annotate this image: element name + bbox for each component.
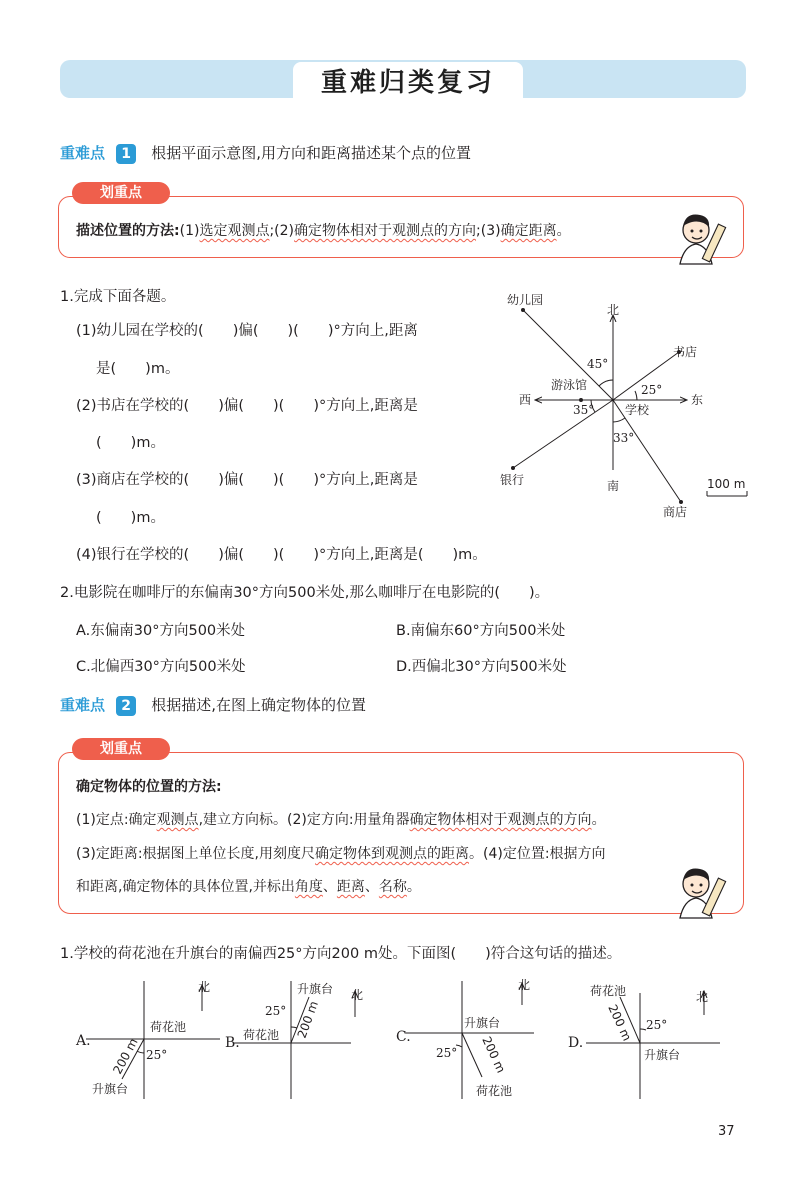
svg-text:荷花池: 荷花池 [150, 1020, 187, 1034]
west-label: 西 [519, 393, 532, 407]
svg-text:25°: 25° [436, 1046, 458, 1060]
question-1-part-3: (3)商店在学校的( )偏( )( )°方向上,距离是 [76, 472, 418, 488]
option-d-label: D. [568, 1035, 584, 1051]
key-point-heading-2: 确定物体的位置的方法: [76, 779, 222, 795]
kindergarten-label: 幼儿园 [507, 293, 544, 307]
question-1-stem: 1.完成下面各题。 [60, 289, 176, 305]
option-d: D.西偏北30°方向500米处 [396, 659, 567, 675]
svg-text:荷花池: 荷花池 [243, 1028, 280, 1042]
key-point-line-2: (3)定距离:根据图上单位长度,用刻度尺确定物体到观测点的距离。(4)定位置:根据方向 [76, 846, 606, 862]
svg-text:北: 北 [198, 980, 211, 994]
cartoon-boy-icon [670, 208, 736, 268]
question-2-stem: 2.电影院在咖啡厅的东偏南30°方向500米处,那么咖啡厅在电影院的( )。 [60, 585, 550, 601]
section-number: 1 [116, 144, 136, 164]
section-number: 2 [116, 696, 136, 716]
option-c: C.北偏西30°方向500米处 [76, 659, 246, 675]
east-label: 东 [691, 393, 704, 407]
scale-label: 100 m [707, 477, 746, 491]
svg-text:200 m: 200 m [479, 1034, 509, 1076]
angle-arc-45 [599, 380, 613, 386]
pool-label: 游泳馆 [551, 378, 588, 392]
bookstore-label: 书店 [673, 345, 698, 359]
bank-point [511, 466, 515, 470]
question-1-part-3b: ( )m。 [96, 510, 165, 526]
svg-text:荷花池: 荷花池 [590, 984, 627, 998]
svg-text:北: 北 [696, 990, 709, 1004]
page-title: 重难归类复习 [293, 62, 523, 104]
section-title: 根据描述,在图上确定物体的位置 [151, 696, 366, 714]
option-b: B.南偏东60°方向500米处 [396, 623, 566, 639]
svg-text:200 m: 200 m [605, 1002, 635, 1044]
section-2-header [60, 694, 366, 716]
figure-option-c [390, 975, 550, 1105]
angle-35-label: 35° [573, 403, 595, 417]
key-point-line-3: 和距离,确定物体的具体位置,并标出角度、距离、名称。 [76, 879, 421, 895]
question-1-part-2b: ( )m。 [96, 435, 165, 451]
svg-text:北: 北 [351, 988, 364, 1002]
south-label: 南 [607, 479, 620, 493]
question-3-stem: 1.学校的荷花池在升旗台的南偏西25°方向200 m处。下面图( )符合这句话的描述。 [60, 946, 622, 962]
key-point-text-1: 描述位置的方法:(1)选定观测点;(2)确定物体相对于观测点的方向;(3)确定距离。 [76, 223, 571, 239]
option-c-label: C. [396, 1029, 411, 1045]
question-1-part-1: (1)幼儿园在学校的( )偏( )( )°方向上,距离 [76, 323, 418, 339]
svg-text:升旗台: 升旗台 [297, 982, 334, 996]
svg-text:25°: 25° [146, 1048, 168, 1062]
page-number: 37 [718, 1124, 735, 1139]
question-1-part-1b: 是( )m。 [96, 361, 180, 377]
angle-45-label: 45° [587, 357, 609, 371]
angle-arc-33 [613, 418, 625, 422]
option-b-label: B. [225, 1035, 240, 1051]
option-a: A.东偏南30°方向500米处 [76, 623, 246, 639]
north-label: 北 [607, 303, 620, 317]
svg-text:荷花池: 荷花池 [476, 1084, 513, 1098]
section-label: 重难点 [60, 144, 106, 162]
angle-33-label: 33° [613, 431, 635, 445]
svg-text:200 m: 200 m [110, 1035, 141, 1077]
figure-option-a [70, 975, 240, 1105]
shop-label: 商店 [663, 505, 688, 519]
shop-point [679, 500, 683, 504]
angle-25-label: 25° [641, 383, 663, 397]
angle-arc-25 [635, 391, 637, 400]
key-point-line-1: (1)定点:确定观测点,建立方向标。(2)定方向:用量角器确定物体相对于观测点的方向。 [76, 812, 606, 828]
option-a-label: A. [76, 1033, 91, 1049]
bank-label: 银行 [500, 473, 525, 487]
bank-ray [513, 400, 613, 468]
direction-map [495, 290, 760, 530]
key-point-heading: 描述位置的方法: [76, 223, 180, 239]
svg-text:25°: 25° [646, 1018, 668, 1032]
svg-text:北: 北 [518, 978, 531, 992]
question-1-part-4: (4)银行在学校的( )偏( )( )°方向上,距离是( )m。 [76, 547, 487, 563]
svg-text:升旗台: 升旗台 [644, 1048, 681, 1062]
cartoon-boy-icon [670, 862, 736, 922]
question-1-part-2: (2)书店在学校的( )偏( )( )°方向上,距离是 [76, 398, 418, 414]
svg-text:25°: 25° [265, 1004, 287, 1018]
kindergarten-point [521, 308, 525, 312]
section-title: 根据平面示意图,用方向和距离描述某个点的位置 [151, 144, 471, 162]
section-label: 重难点 [60, 696, 106, 714]
key-point-tag-2: 划重点 [72, 738, 170, 760]
section-1-header [60, 142, 471, 164]
svg-text:升旗台: 升旗台 [464, 1016, 501, 1030]
svg-text:升旗台: 升旗台 [92, 1082, 129, 1096]
pool-point [579, 398, 583, 402]
key-point-tag-1: 划重点 [72, 182, 170, 204]
figure-option-d [560, 975, 740, 1105]
figure-option-b [225, 975, 385, 1105]
school-label: 学校 [625, 403, 650, 417]
svg-text:200 m: 200 m [294, 999, 321, 1041]
